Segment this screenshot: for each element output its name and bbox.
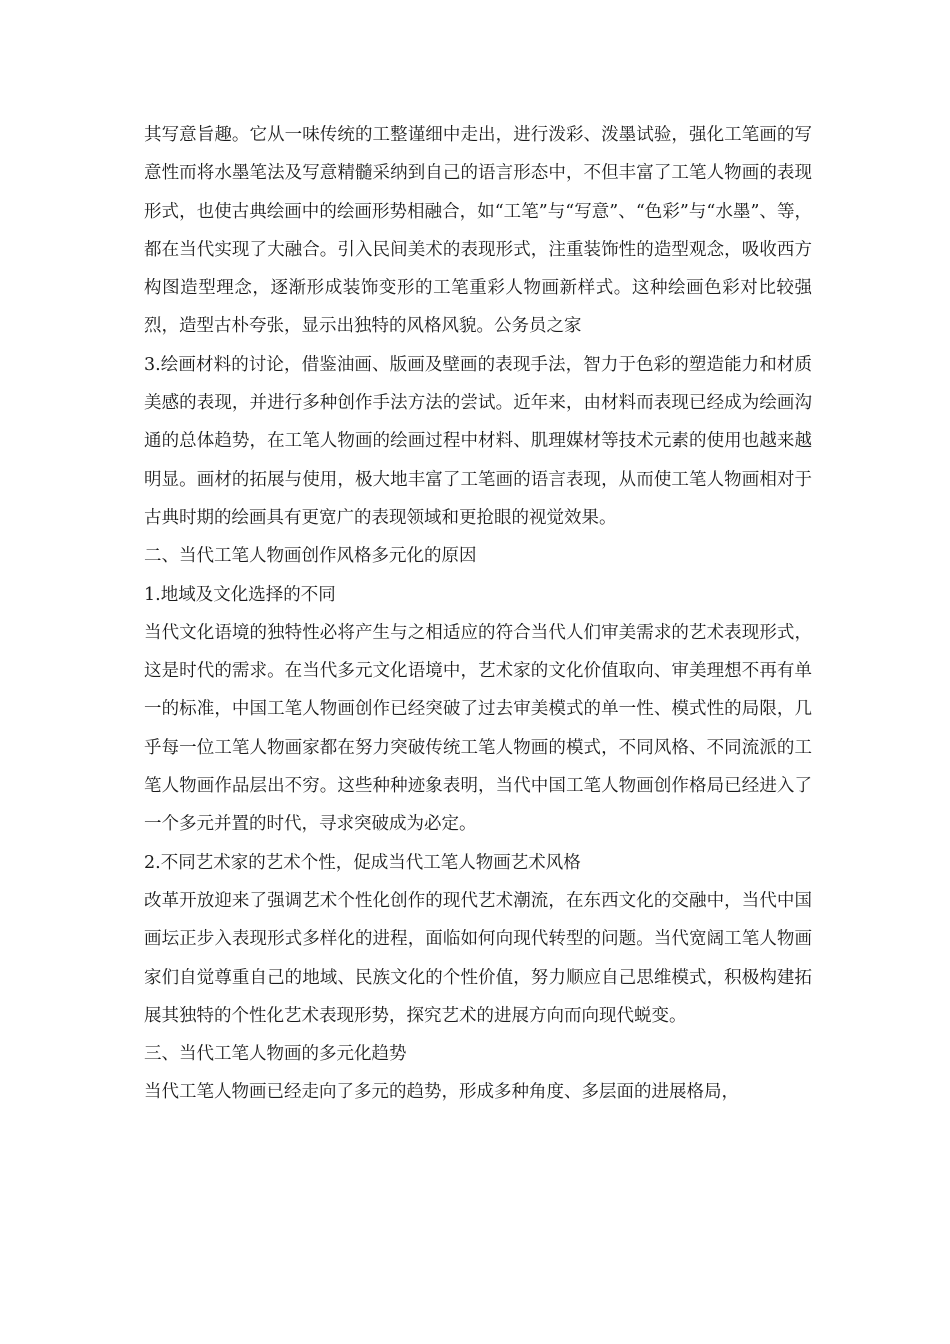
paragraph-materials: 3.绘画材料的讨论，借鉴油画、版画及壁画的表现手法，智力于色彩的塑造能力和材质美感的表现，并进行多种创作手法方法的尝试。近年来，由材料而表现已经成为绘画沟通的总体趋势，在工笔人物画的绘画过程中材料、肌理媒材等技术元素的使用也越来越明显。画材的拓展与使用，极大地丰富了工笔画的语言表现，从而使工笔人物画相对于古典时期的绘画具有更宽广的表现领域和更抢眼的视觉效果。: [144, 354, 812, 528]
paragraph-reform-opening: 改革开放迎来了强调艺术个性化创作的现代艺术潮流，在东西文化的交融中，当代中国画坛正步入表现形式多样化的进程，面临如何向现代转型的问题。当代宽阔工笔人物画家们自觉尊重自己的地域、民族文化的个性价值，努力顺应自己思维模式，积极构建拓展其独特的个性化艺术表现形势，探究艺术的进展方向而向现代蜕变。: [144, 890, 812, 1026]
subheading-2-2: 2.不同艺术家的艺术个性，促成当代工笔人物画艺术风格: [144, 852, 581, 873]
section-heading-2: 二、当代工笔人物画创作风格多元化的原因: [144, 546, 477, 567]
section-heading-3: 三、当代工笔人物画的多元化趋势: [144, 1044, 407, 1065]
paragraph-cultural-context: 当代文化语境的独特性必将产生与之相适应的符合当代人们审美需求的艺术表现形式，这是时代的需求。在当代多元文化语境中，艺术家的文化价值取向、审美理想不再有单一的标准，中国工笔人物画创作已经突破了过去审美模式的单一性、模式性的局限，几乎每一位工笔人物画家都在努力突破传统工笔人物画的模式，不同风格、不同流派的工笔人物画作品层出不穷。这些种种迹象表明，当代中国工笔人物画创作格局已经进入了一个多元并置的时代，寻求突破成为必定。: [144, 622, 812, 835]
paragraph-diversified-trend: 当代工笔人物画已经走向了多元的趋势，形成多种角度、多层面的进展格局，: [144, 1082, 739, 1103]
subheading-2-1: 1.地域及文化选择的不同: [144, 584, 336, 605]
paragraph-continuation-freehand: 其写意旨趣。它从一味传统的工整谨细中走出，进行泼彩、泼墨试验，强化工笔画的写意性而将水墨笔法及写意精髓采纳到自己的语言形态中，不但丰富了工笔人物画的表现形式，也使古典绘画中的绘画形势相融合，如“工笔”与“写意”、“色彩”与“水墨”、等，都在当代实现了大融合。引入民间美术的表现形式，注重装饰性的造型观念，吸收西方构图造型理念，逐渐形成装饰变形的工笔重彩人物画新样式。这种绘画色彩对比较强烈，造型古朴夸张，显示出独特的风格风貌。公务员之家: [144, 125, 812, 337]
document-body: [144, 116, 812, 1112]
